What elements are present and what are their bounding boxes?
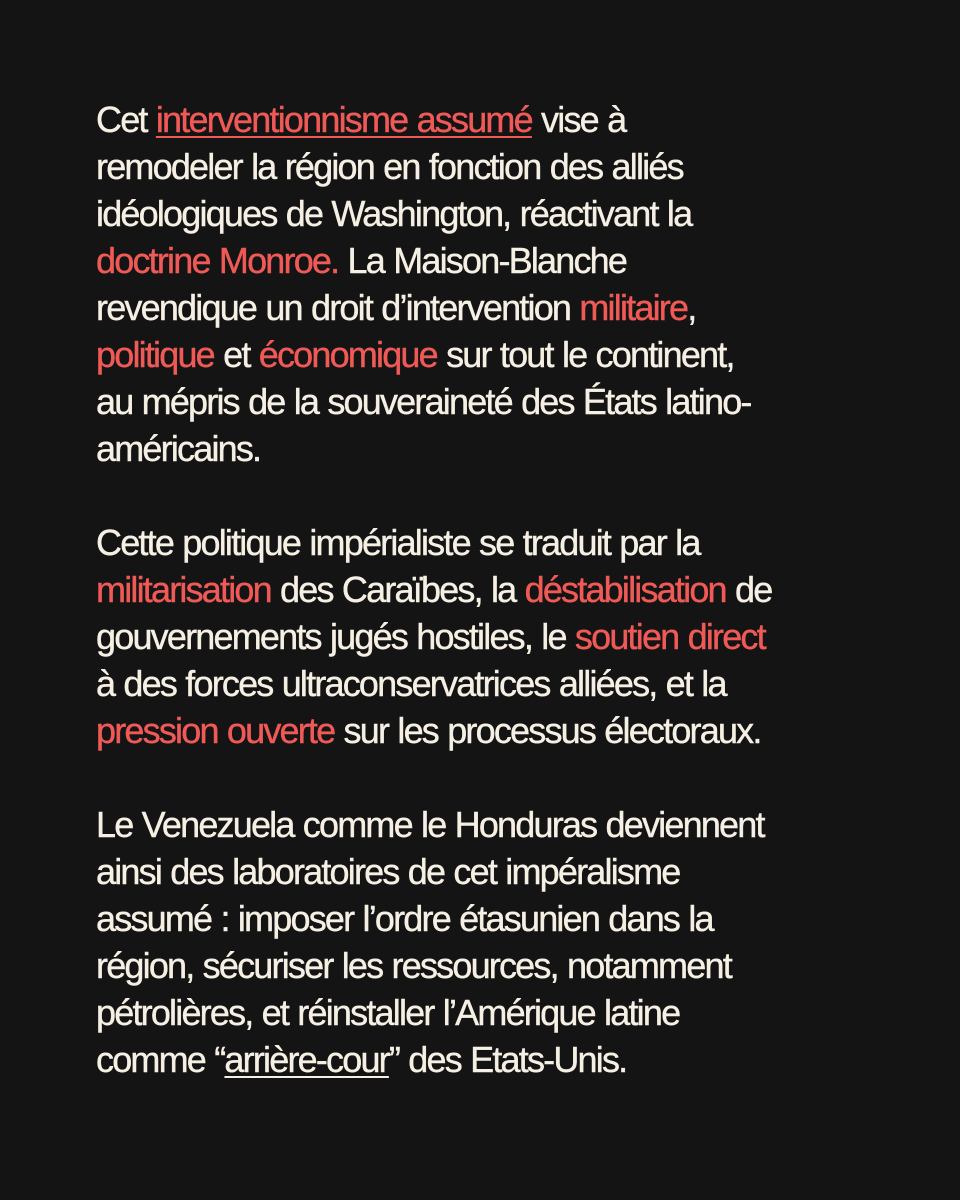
paragraph-1 xyxy=(96,96,876,472)
highlight-soutien-direct: soutien direct xyxy=(574,616,765,657)
p2-line-3 xyxy=(96,613,876,660)
p1-line-8: américains. xyxy=(96,428,261,469)
p1-line-2: remodeler la région en fonction des alliés xyxy=(96,146,683,187)
p1-line-5 xyxy=(96,284,876,331)
p3-text: ” des Etats-Unis. xyxy=(388,1039,627,1080)
p1-text: vise à xyxy=(531,99,626,140)
p1-text: sur tout le continent, xyxy=(436,334,734,375)
p1-text: revendique un droit d’intervention xyxy=(96,287,580,328)
p2-text: sur les processus électoraux. xyxy=(334,710,761,751)
p1-text: , xyxy=(687,287,696,328)
highlight-destabilisation: déstabilisation xyxy=(524,569,726,610)
highlight-economique: économique xyxy=(258,334,437,375)
p3-line-2: ainsi des laboratoires de cet impéralisme xyxy=(96,851,680,892)
p1-text: La Maison-Blanche xyxy=(338,240,627,281)
p3-line-3: assumé : imposer l’ordre étasunien dans la xyxy=(96,898,713,939)
highlight-militaire: militaire xyxy=(579,287,688,328)
p2-line-2 xyxy=(96,566,876,613)
highlight-interventionnisme-assume: interventionnisme assumé xyxy=(155,99,532,140)
p2-text: gouvernements jugés hostiles, le xyxy=(96,616,575,657)
p3-line-6 xyxy=(96,1036,876,1083)
p2-line-4: à des forces ultraconservatrices alliées, et la xyxy=(96,663,726,704)
underlined-arriere-cour: arrière-cour xyxy=(224,1039,389,1080)
p1-line-1 xyxy=(96,96,876,143)
paragraph-2 xyxy=(96,519,876,754)
p1-text: Cet xyxy=(96,99,156,140)
paragraph-spacer xyxy=(96,754,876,801)
highlight-doctrine-monroe: doctrine Monroe. xyxy=(96,240,339,281)
paragraph-3 xyxy=(96,801,876,1083)
highlight-politique: politique xyxy=(96,334,214,375)
p1-line-4 xyxy=(96,237,876,284)
p3-text: comme “ xyxy=(96,1039,225,1080)
p2-line-5 xyxy=(96,707,876,754)
highlight-militarisation: militarisation xyxy=(96,569,271,610)
p2-text: des Caraïbes, la xyxy=(270,569,525,610)
p1-line-3: idéologiques de Washington, réactivant la xyxy=(96,193,692,234)
p3-line-1: Le Venezuela comme le Honduras deviennent xyxy=(96,804,764,845)
p2-text: de xyxy=(725,569,772,610)
p3-line-5: pétrolières, et réinstaller l’Amérique latine xyxy=(96,992,680,1033)
p1-line-6 xyxy=(96,331,876,378)
text-content xyxy=(96,96,876,1083)
p1-line-7: au mépris de la souveraineté des États latino- xyxy=(96,381,751,422)
p2-line-1: Cette politique impérialiste se traduit par la xyxy=(96,522,700,563)
p1-text: et xyxy=(213,334,259,375)
paragraph-spacer xyxy=(96,472,876,519)
highlight-pression-ouverte: pression ouverte xyxy=(96,710,335,751)
p3-line-4: région, sécuriser les ressources, notamment xyxy=(96,945,731,986)
